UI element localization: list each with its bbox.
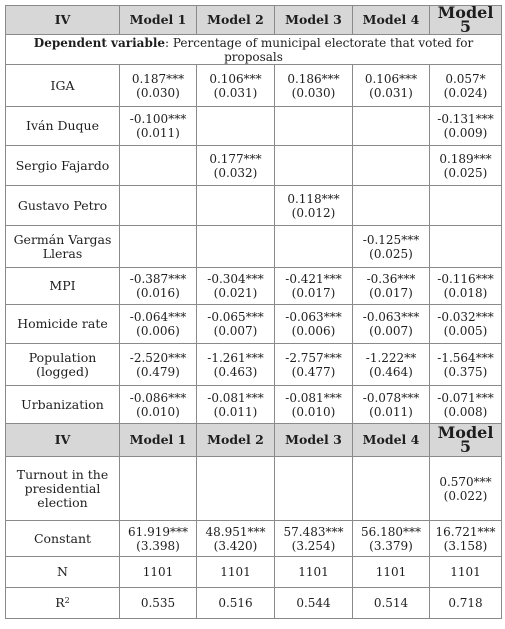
coefficient: -1.261*** [207, 350, 264, 365]
row-label-superscript: 2 [64, 596, 70, 605]
coefficient: -0.131*** [437, 112, 494, 126]
cell-model-1 [120, 226, 197, 268]
row-label-text: Sergio Fajardo [15, 157, 110, 173]
coefficient: -0.304*** [207, 272, 264, 286]
standard-error: (0.006) [136, 324, 180, 338]
cell-model-2 [197, 226, 275, 268]
standard-error: (0.375) [443, 364, 488, 379]
standard-error: (0.022) [443, 488, 488, 503]
coefficient: -0.387*** [129, 272, 187, 286]
row-label [6, 268, 120, 305]
row-iga [6, 65, 502, 107]
row-gustavo-petro [6, 186, 502, 226]
cell-model-5 [430, 146, 502, 186]
coefficient: -2.520*** [129, 350, 187, 365]
cell-model-2 [197, 146, 275, 186]
standard-error: (0.031) [213, 85, 258, 100]
row-label [6, 588, 120, 619]
coefficient: -1.564*** [437, 350, 494, 365]
standard-error: (0.464) [369, 364, 413, 379]
coefficient: -0.063*** [362, 310, 420, 324]
row-label [6, 186, 120, 226]
coefficient: 57.483*** [283, 524, 344, 539]
cell-model-4 [353, 521, 430, 557]
cell-model-2 [197, 344, 275, 386]
standard-error: (0.477) [291, 364, 336, 379]
standard-error: (0.016) [136, 286, 180, 300]
standard-error: (0.007) [213, 324, 258, 338]
cell-model-5 [430, 305, 502, 344]
row-label-text: N [57, 564, 68, 579]
cell-model-5 [430, 557, 502, 588]
cell-model-3 [275, 107, 353, 146]
row-label [6, 107, 120, 146]
row-urbanization [6, 386, 502, 424]
coefficient: -0.064*** [129, 310, 187, 324]
standard-error: (0.018) [443, 286, 488, 300]
standard-error: (0.011) [213, 404, 258, 419]
coefficient: 1101 [375, 565, 407, 579]
standard-error: (0.009) [443, 126, 488, 140]
cell-model-3 [275, 65, 353, 107]
standard-error: (0.025) [369, 246, 413, 261]
coefficient: -0.078*** [362, 390, 420, 405]
header-model-1: Model 1 [120, 424, 197, 457]
row-label-text: Gustavo Petro [17, 197, 108, 213]
header-iv: IV [6, 424, 120, 457]
dependent-variable-text: : Percentage of municipal electorate that voted for proposals [165, 35, 474, 64]
coefficient: -0.086*** [129, 390, 187, 405]
standard-error: (0.017) [291, 286, 336, 300]
cell-model-5 [430, 386, 502, 424]
standard-error: (0.024) [443, 85, 488, 100]
cell-model-1 [120, 146, 197, 186]
coefficient: 1101 [220, 565, 251, 579]
coefficient: 0.570*** [439, 474, 492, 489]
coefficient: -0.116*** [437, 272, 494, 286]
cell-model-5 [430, 457, 502, 521]
standard-error: (0.030) [136, 85, 180, 100]
coefficient: -0.081*** [207, 390, 264, 405]
cell-model-3 [275, 344, 353, 386]
coefficient: 61.919*** [128, 524, 188, 539]
standard-error: (0.011) [136, 126, 180, 140]
cell-model-4 [353, 386, 430, 424]
header-model-3: Model 3 [275, 424, 353, 457]
cell-model-4 [353, 268, 430, 305]
standard-error: (0.017) [369, 286, 413, 300]
coefficient: 0.516 [218, 596, 253, 610]
standard-error: (0.030) [291, 85, 336, 100]
row-label-text: Constant [33, 530, 92, 546]
row-population-logged [6, 344, 502, 386]
cell-model-4 [353, 107, 430, 146]
cell-model-5 [430, 588, 502, 619]
standard-error: (0.012) [291, 205, 336, 220]
header-model-1: Model 1 [120, 6, 197, 35]
row-label-text: MPI [49, 278, 76, 293]
standard-error: (0.032) [213, 165, 258, 180]
row-label [6, 457, 120, 521]
row-constant [6, 521, 502, 557]
coefficient: -0.063*** [285, 310, 342, 324]
standard-error: (3.254) [291, 538, 336, 553]
coefficient: -0.125*** [362, 232, 420, 247]
coefficient: -0.421*** [285, 272, 342, 286]
standard-error: (0.479) [136, 364, 180, 379]
standard-error: (0.008) [443, 404, 488, 419]
dependent-variable-note [6, 35, 502, 65]
standard-error: (0.463) [213, 364, 258, 379]
coefficient: 48.951*** [205, 524, 266, 539]
header-row-repeat [6, 424, 502, 457]
standard-error: (0.006) [291, 324, 336, 338]
coefficient: -2.757*** [285, 350, 342, 365]
coefficient: -0.071*** [437, 390, 494, 405]
cell-model-3 [275, 305, 353, 344]
cell-model-3 [275, 521, 353, 557]
standard-error: (0.025) [443, 165, 488, 180]
coefficient: 0.544 [296, 596, 331, 610]
cell-model-2 [197, 65, 275, 107]
cell-model-5 [430, 344, 502, 386]
row-label-text: Homicide rate [17, 316, 108, 331]
coefficient: -0.100*** [129, 112, 187, 126]
cell-model-2 [197, 557, 275, 588]
regression-table [5, 5, 502, 619]
cell-model-2 [197, 186, 275, 226]
row-label [6, 65, 120, 107]
coefficient: 0.177*** [209, 151, 262, 166]
coefficient: 0.057* [445, 71, 486, 86]
coefficient: 1101 [298, 565, 329, 579]
header-model-5: Model 5 [430, 424, 502, 457]
coefficient: -0.065*** [207, 310, 264, 324]
cell-model-3 [275, 268, 353, 305]
coefficient: 1101 [450, 565, 481, 579]
row-label-text: Iván Duque [26, 118, 99, 133]
coefficient: 0.106*** [364, 71, 418, 86]
cell-model-2 [197, 521, 275, 557]
cell-model-2 [197, 305, 275, 344]
header-model-4: Model 4 [353, 424, 430, 457]
row-iv-n-duque [6, 107, 502, 146]
cell-model-1 [120, 107, 197, 146]
cell-model-2 [197, 386, 275, 424]
cell-model-1 [120, 521, 197, 557]
cell-model-2 [197, 268, 275, 305]
dependent-variable-label: Dependent variable [33, 35, 166, 50]
row-label-text: IGA [50, 77, 75, 93]
cell-model-3 [275, 186, 353, 226]
coefficient: 1101 [142, 565, 174, 579]
coefficient: -0.081*** [285, 390, 342, 405]
cell-model-4 [353, 146, 430, 186]
cell-model-4 [353, 557, 430, 588]
cell-model-1 [120, 588, 197, 619]
cell-model-1 [120, 557, 197, 588]
header-model-2: Model 2 [197, 424, 275, 457]
cell-model-2 [197, 588, 275, 619]
row-r [6, 588, 502, 619]
coefficient: 0.118*** [287, 191, 340, 206]
standard-error: (0.021) [213, 286, 258, 300]
standard-error: (3.398) [136, 538, 180, 553]
cell-model-3 [275, 146, 353, 186]
cell-model-1 [120, 65, 197, 107]
row-turnout-in-the-presidential-election [6, 457, 502, 521]
cell-model-2 [197, 107, 275, 146]
coefficient: 0.189*** [439, 151, 492, 166]
header-iv: IV [6, 6, 120, 35]
cell-model-4 [353, 588, 430, 619]
cell-model-5 [430, 226, 502, 268]
row-label [6, 557, 120, 588]
header-model-4: Model 4 [353, 6, 430, 35]
row-label-text: Urbanization [21, 396, 104, 412]
cell-model-4 [353, 226, 430, 268]
row-mpi [6, 268, 502, 305]
row-label [6, 226, 120, 268]
coefficient: 0.186*** [287, 71, 340, 86]
standard-error: (0.010) [291, 404, 336, 419]
cell-model-3 [275, 226, 353, 268]
standard-error: (0.031) [369, 85, 413, 100]
cell-model-3 [275, 457, 353, 521]
coefficient: 56.180*** [361, 524, 421, 539]
row-homicide-rate [6, 305, 502, 344]
row-label [6, 146, 120, 186]
cell-model-4 [353, 457, 430, 521]
cell-model-4 [353, 344, 430, 386]
coefficient: 0.106*** [209, 71, 262, 86]
coefficient: 16.721*** [435, 524, 496, 539]
cell-model-2 [197, 457, 275, 521]
coefficient: -0.36*** [366, 272, 416, 286]
standard-error: (0.007) [369, 324, 413, 338]
cell-model-3 [275, 588, 353, 619]
cell-model-1 [120, 305, 197, 344]
cell-model-1 [120, 186, 197, 226]
coefficient: 0.187*** [131, 71, 185, 86]
coefficient: 0.535 [140, 596, 176, 610]
row-label [6, 521, 120, 557]
row-label [6, 344, 120, 386]
standard-error: (0.011) [369, 404, 413, 419]
standard-error: (0.005) [443, 324, 488, 338]
row-label-text: R [55, 595, 65, 610]
cell-model-5 [430, 65, 502, 107]
coefficient: 0.718 [448, 596, 483, 610]
cell-model-3 [275, 386, 353, 424]
cell-model-1 [120, 386, 197, 424]
coefficient: 0.514 [373, 596, 409, 610]
cell-model-4 [353, 65, 430, 107]
row-sergio-fajardo [6, 146, 502, 186]
row-label-text: Population (logged) [28, 349, 97, 379]
coefficient: -1.222** [365, 350, 417, 365]
coefficient: -0.032*** [437, 310, 494, 324]
cell-model-1 [120, 344, 197, 386]
cell-model-4 [353, 186, 430, 226]
row-n [6, 557, 502, 588]
row-label-text: Germán Vargas Lleras [13, 231, 112, 261]
row-label [6, 386, 120, 424]
cell-model-1 [120, 268, 197, 305]
standard-error: (3.420) [213, 538, 258, 553]
cell-model-5 [430, 107, 502, 146]
header-model-3: Model 3 [275, 6, 353, 35]
cell-model-5 [430, 521, 502, 557]
header-row [6, 6, 502, 35]
row-germ-n-vargas-lleras [6, 226, 502, 268]
cell-model-3 [275, 557, 353, 588]
standard-error: (0.010) [136, 404, 180, 419]
row-label [6, 305, 120, 344]
row-label-text: Turnout in the presidential election [16, 466, 109, 510]
cell-model-1 [120, 457, 197, 521]
header-model-5: Model 5 [430, 6, 502, 35]
cell-model-5 [430, 268, 502, 305]
standard-error: (3.379) [369, 538, 413, 553]
cell-model-4 [353, 305, 430, 344]
header-model-2: Model 2 [197, 6, 275, 35]
standard-error: (3.158) [443, 538, 488, 553]
cell-model-5 [430, 186, 502, 226]
dependent-variable-row [6, 35, 502, 65]
